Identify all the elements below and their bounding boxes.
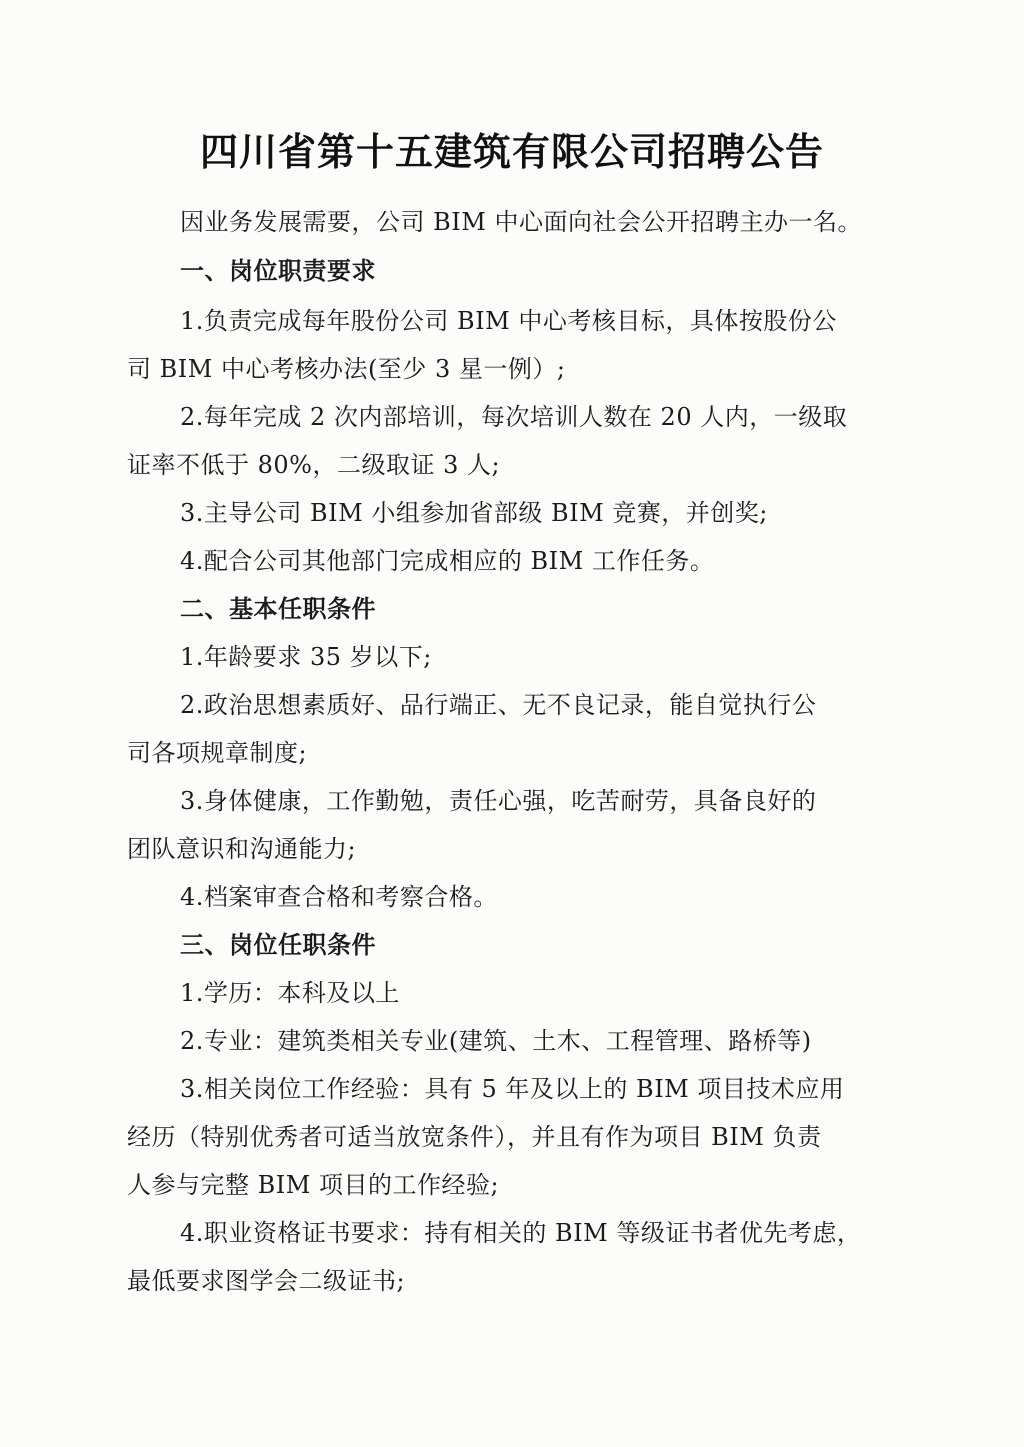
duty-item-2-line-1: 2.每年完成 2 次内部培训，每次培训人数在 20 人内，一级取 [180, 403, 848, 431]
duty-item-1-line-2: 司 BIM 中心考核办法(至少 3 星一例）; [127, 355, 566, 383]
position-item-2: 2.专业：建筑类相关专业(建筑、土木、工程管理、路桥等) [180, 1027, 812, 1055]
basic-item-4: 4.档案审查合格和考察合格。 [180, 883, 498, 911]
section-heading-duties: 一、岗位职责要求 [180, 257, 376, 285]
duty-item-4: 4.配合公司其他部门完成相应的 BIM 工作任务。 [180, 547, 715, 575]
section-heading-position-conditions: 三、岗位任职条件 [180, 931, 376, 959]
position-item-3-line-2: 经历（特别优秀者可适当放宽条件），并且有作为项目 BIM 负责 [127, 1123, 822, 1151]
basic-item-3-line-1: 3.身体健康，工作勤勉，责任心强，吃苦耐劳，具备良好的 [180, 787, 817, 815]
basic-item-2-line-2: 司各项规章制度; [127, 739, 308, 767]
section-heading-basic-conditions: 二、基本任职条件 [180, 595, 376, 623]
position-item-3-line-3: 人参与完整 BIM 项目的工作经验; [127, 1171, 500, 1199]
position-item-3-line-1: 3.相关岗位工作经验：具有 5 年及以上的 BIM 项目技术应用 [180, 1075, 845, 1103]
intro-paragraph: 因业务发展需要，公司 BIM 中心面向社会公开招聘主办一名。 [180, 208, 862, 236]
duty-item-1-line-1: 1.负责完成每年股份公司 BIM 中心考核目标，具体按股份公 [180, 307, 837, 335]
position-item-4-line-2: 最低要求图学会二级证书; [127, 1267, 406, 1295]
basic-item-1: 1.年龄要求 35 岁以下; [180, 643, 432, 671]
position-item-4-line-1: 4.职业资格证书要求：持有相关的 BIM 等级证书者优先考虑， [180, 1219, 862, 1247]
page-title: 四川省第十五建筑有限公司招聘公告 [199, 130, 824, 174]
duty-item-3: 3.主导公司 BIM 小组参加省部级 BIM 竞赛，并创奖; [180, 499, 768, 527]
position-item-1: 1.学历：本科及以上 [180, 979, 400, 1007]
basic-item-2-line-1: 2.政治思想素质好、品行端正、无不良记录，能自觉执行公 [180, 691, 817, 719]
basic-item-3-line-2: 团队意识和沟通能力; [127, 835, 357, 863]
duty-item-2-line-2: 证率不低于 80%，二级取证 3 人; [127, 451, 501, 479]
